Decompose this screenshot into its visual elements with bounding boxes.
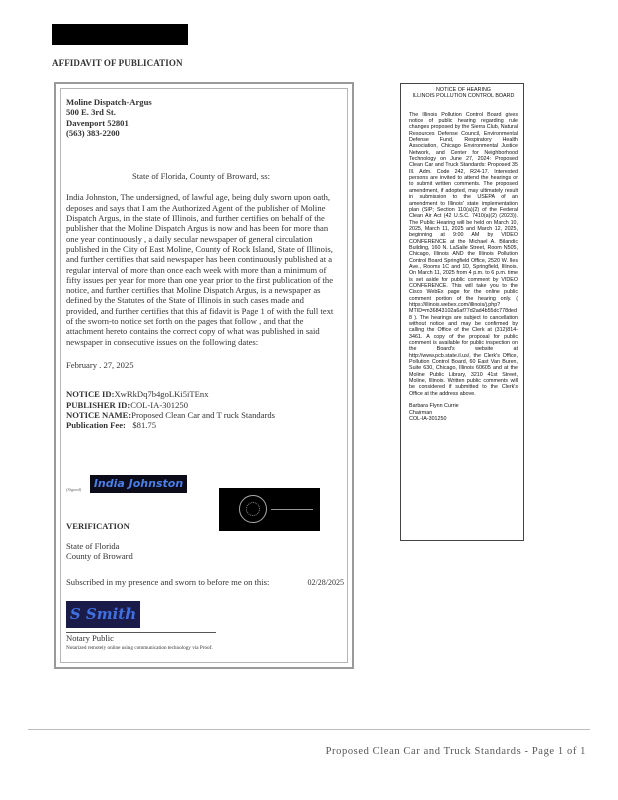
publication-fee-label: Publication Fee: bbox=[66, 420, 126, 431]
publisher-name: Moline Dispatch-Argus bbox=[66, 97, 152, 107]
sworn-date: 02/28/2025 bbox=[307, 578, 344, 587]
publisher-street: 500 E. 3rd St. bbox=[66, 107, 116, 118]
verification-block bbox=[66, 521, 346, 562]
state-county-line: State of Florida, County of Broward, ss: bbox=[132, 171, 270, 182]
publication-fee-value: $81.75 bbox=[132, 420, 157, 431]
notary-remote-note: Notarized remotely online using communication technology via Proof. bbox=[66, 645, 213, 651]
legal-notice-title-line2: ILLINOIS POLLUTION CONTROL BOARD bbox=[412, 93, 515, 100]
verification-county: County of Broward bbox=[66, 551, 133, 561]
publisher-id-label: PUBLISHER ID: bbox=[66, 399, 131, 410]
affidavit-body: India Johnston, The undersigned, of lawful age, being duly sworn upon oath, deposes and says that I am the Authorized Agent of the publisher of Moline Dispatch Argus, in the state of Illinois, and further certifies on behalf of the publisher that the Moline Dispatch Argus is now and has been for more than one year continuously , a daily secular newspaper of general circulation published in the City of East Moline, County of Rock Island, State of Illinois, and further certifies that said newspaper has been continuously published at a regular interval of more than once each week with more than a minimum of fifty issues per year for more than one year prior to the first publication of the notice, and further certifies that Moline Dispatch Argus, is a newspaper as defined by the Statutes of the State of Illinois in such cases made and provided, and further certifies that this af fidavit is Page 1 of with the full text of the sworn-to notice set forth on the pages that follow , and that the attachment hereto contains the correct copy of what was published in said newspaper in consecutive issues on the following dates: bbox=[66, 192, 334, 347]
seal-text-line bbox=[271, 509, 313, 510]
footer-divider bbox=[28, 729, 590, 730]
sworn-statement-row bbox=[66, 577, 344, 587]
verification-state: State of Florida bbox=[66, 540, 120, 551]
legal-notice-body: The Illinois Pollution Control Board gives notice of public hearing regarding rule changes proposed by the Sierra Club, Natural Resources Defense Council, Environmental Defense Fund, Respiratory Health Association, Chicago Environmental Justice Network, and Center for Neighborhood Technology on June 27, 2024: Proposed Clean Car and Truck Standards: Proposed 35 Ill. Adm. Code 242, R24-17. Interested persons are invited to attend the hearings or to submit written comments. The proposed amendment, if adopted, may ultimately result in submission to the USEPA of an amendment to Illinois' state implementation plan (SIP; Section 110(a)(2) of the Federal Clean Air Act (42 U.S.C. 7410(a)(2) (2023)). The Public Hearing will be held on March 10, 2025, March 11, 2025 and March 12, 2025, beginning at 9:00 AM by VIDEO CONFERENCE at the Michael A. Bilandic Building, 160 N. LaSalle Street, Room N505, Chicago, Illinois AND the Illinois Pollution Control Board Springfield Office, 2520 W. Iles Ave., Rooms 1C and 1D, Springfield, Illinois. On March 11, 2025 from 4 p.m. to 6 p.m. time is set aside for public comment by VIDEO CONFERENCE. This will take you to the Cisco WebEx page for the online public comment portion of the hearing only. ( https://illinois.webex.com/illinois/j.php?MTID=m36843102a6af77d2ad4b55dc778ded8 ). The hearings are subject to cancellation without notice and may be confirmed by calling the Office of the Clerk at (312)814-3461. A copy of the proposal for public comment is available for public inspection on the Board's website at http://www.pcb.state.il.us/, the Clerk's Office, Pollution Control Board, 60 East Van Buren, Suite 630, Chicago, Illinois 60605 and at the Moline Public Library, 3210 41st Street, Moline, Illinois. Written public comments will be considered if submitted to the Clerk's Office at the address above. bbox=[409, 111, 518, 397]
verification-title: VERIFICATION bbox=[66, 521, 130, 531]
notary-signature-image: S Smith bbox=[66, 601, 140, 628]
publisher-id-value: COL-IA-301250 bbox=[130, 399, 188, 410]
legal-notice-title-line1: NOTICE OF HEARING bbox=[436, 87, 491, 93]
notice-name-value: Proposed Clean Car and T ruck Standards bbox=[131, 409, 276, 420]
sworn-text: Subscribed in my presence and sworn to before me on this: bbox=[66, 577, 270, 587]
publisher-city: Davenport 52801 bbox=[66, 117, 129, 128]
notice-name-row bbox=[66, 410, 336, 420]
seal-center-icon bbox=[246, 502, 260, 516]
publisher-id-row bbox=[66, 400, 336, 410]
legal-notice-signer-title: Chairman bbox=[409, 409, 433, 416]
legal-notice-signer-name: Barbara Flynn Currie bbox=[409, 403, 459, 410]
legal-notice bbox=[409, 87, 518, 422]
notice-id-value: XwRkDq7b4goLKi5iTEnx bbox=[114, 389, 209, 400]
page-footer: Proposed Clean Car and Truck Standards - Page 1 of 1 bbox=[325, 746, 586, 757]
seal-emblem-icon bbox=[239, 495, 267, 523]
publication-fee-row bbox=[66, 420, 336, 430]
publisher-phone: (563) 383-2200 bbox=[66, 127, 120, 138]
notice-id-label: NOTICE ID: bbox=[66, 389, 115, 400]
notary-public-label: Notary Public bbox=[66, 633, 114, 643]
affidavit-content bbox=[66, 97, 336, 430]
publisher-address bbox=[66, 97, 336, 138]
legal-notice-signature bbox=[409, 403, 518, 422]
notice-details bbox=[66, 389, 336, 430]
agent-signature-image: India Johnston bbox=[90, 475, 187, 493]
publication-date: February . 27, 2025 bbox=[66, 359, 134, 370]
notice-id-row bbox=[66, 389, 336, 399]
notice-name-label: NOTICE NAME: bbox=[66, 409, 132, 420]
redacted-header-block bbox=[52, 24, 188, 45]
legal-notice-code: COL-IA-301250 bbox=[409, 415, 447, 422]
affidavit-title: AFFIDAVIT OF PUBLICATION bbox=[52, 58, 183, 68]
legal-notice-title bbox=[409, 87, 518, 100]
signed-label: (Signed) bbox=[66, 487, 82, 492]
